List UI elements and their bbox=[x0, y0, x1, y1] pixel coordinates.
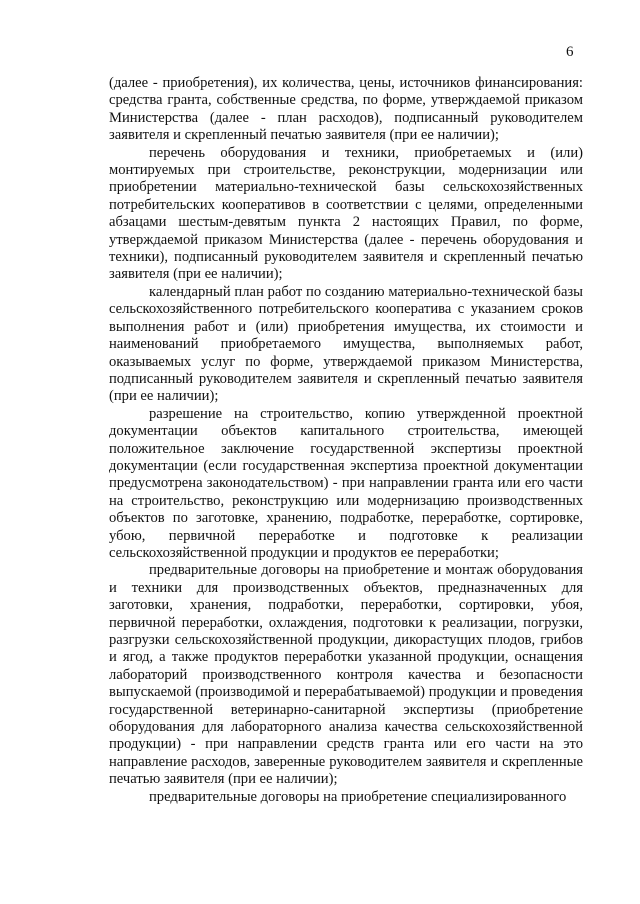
paragraph-building-permit: разрешение на строительство, копию утвержденной проектной документации объектов капитального строительства, имеющей положительное заключение государственной экспертизы проектной документации (если государственная экспертиза проектной документации предусмотрена законодательством) - при направлении гранта или его части на строительство, реконструкцию или модернизацию производственных объектов по заготовке, хранению, подработке, переработке, сортировке, убою, первичной переработке и подготовке к реализации сельскохозяйственной продукции и продуктов ее переработки; bbox=[109, 405, 583, 561]
paragraph-preliminary-contracts-specialized: предварительные договоры на приобретение специализированного bbox=[149, 788, 567, 805]
page-number: 6 bbox=[566, 44, 574, 60]
paragraph-work-schedule: календарный план работ по созданию материально-технической базы сельскохозяйственного потребительского кооператива с указанием сроков выполнения работ и (или) приобретения имущества, их стоимости и наименований приобретаемого имущества, выполняемых работ, оказываемых услуг по форме, утверждаемой приказом Министерства, подписанный руководителем заявителя и скрепленный печатью заявителя (при ее наличии); bbox=[109, 283, 583, 405]
document-body bbox=[109, 75, 583, 806]
paragraph-equipment-list: перечень оборудования и техники, приобретаемых и (или) монтируемых при строительстве, реконструкции, модернизации или приобретении материально-технической базы сельскохозяйственных потребительских кооперативов в соответствии с целями, определенными абзацами шестым-девятым пункта 2 настоящих Правил, по форме, утверждаемой приказом Министерства (далее - перечень оборудования и техники), подписанный руководителем заявителя и скрепленный печатью заявителя (при ее наличии); bbox=[109, 144, 583, 283]
paragraph-preliminary-contracts-equipment: предварительные договоры на приобретение и монтаж оборудования и техники для производственных объектов, предназначенных для заготовки, хранения, подработки, переработки, сортировки, убоя, первичной переработки, охлаждения, подготовки к реализации, погрузки, разгрузки сельскохозяйственной продукции, дикорастущих плодов, грибов и ягод, а также продуктов переработки указанной продукции, оснащения лабораторий производственного контроля качества и безопасности выпускаемой (производимой и перерабатываемой) продукции и проведения государственной ветеринарно-санитарной экспертизы (приобретение оборудования для лабораторного анализа качества сельскохозяйственной продукции) - при направлении средств гранта или его части на это направление расходов, заверенные руководителем заявителя и скрепленные печатью заявителя (при ее наличии); bbox=[109, 562, 583, 788]
paragraph-purchases-continuation: (далее - приобретения), их количества, цены, источников финансирования: средства гранта, собственные средства, по форме, утверждаемой приказом Министерства (далее - план расходов), подписанный руководителем заявителя и скрепленный печатью заявителя (при ее наличии); bbox=[109, 75, 583, 144]
